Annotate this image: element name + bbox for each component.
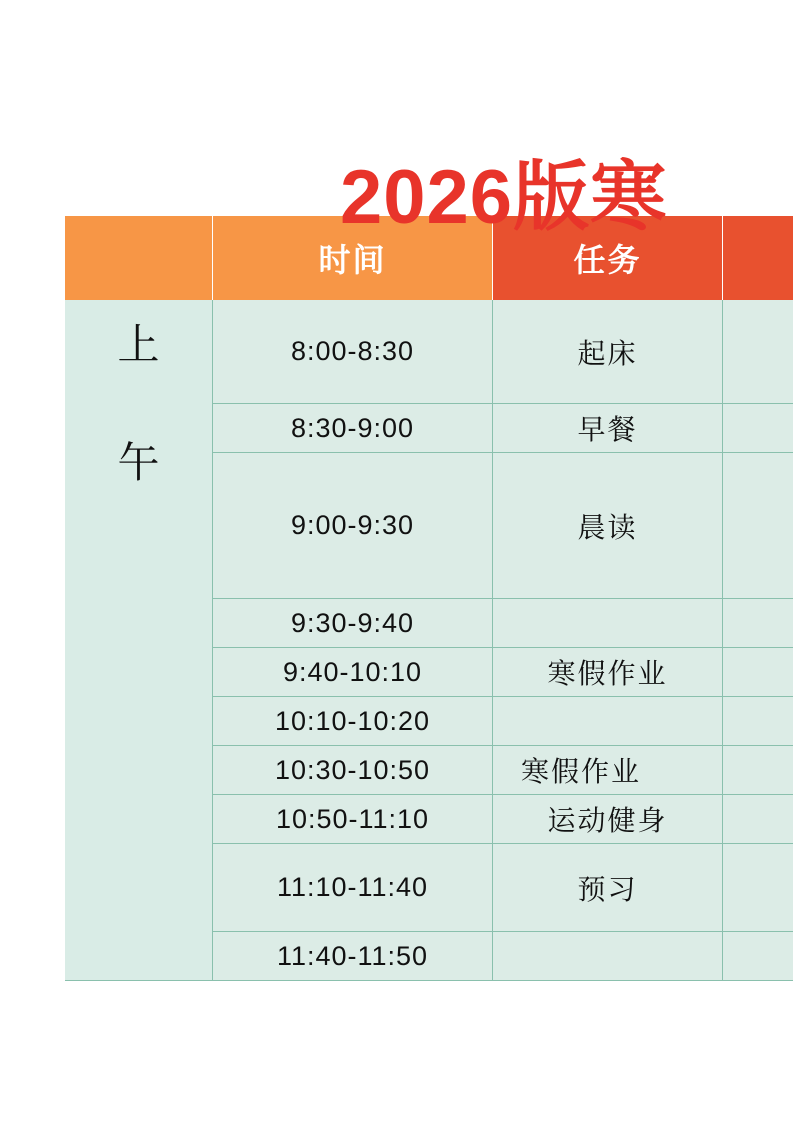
left-margin [0, 0, 65, 1122]
table-row-overflow [723, 599, 793, 648]
header-cell-task: 任务 [493, 216, 723, 300]
time-column [213, 300, 493, 981]
table-row: 预习 [493, 844, 723, 932]
table-row: 9:00-9:30 [213, 453, 493, 599]
table-row: 晨读 [493, 453, 723, 599]
table-row: 11:10-11:40 [213, 844, 493, 932]
table-row: 11:40-11:50 [213, 932, 493, 981]
period-label-line1: 上 [117, 321, 160, 368]
page-title: 2026版寒 [340, 155, 668, 240]
table-row-overflow [723, 648, 793, 697]
table-row-overflow [723, 453, 793, 599]
table-row-overflow [723, 795, 793, 844]
table-row-overflow [723, 697, 793, 746]
table-row: 9:40-10:10 [213, 648, 493, 697]
table-row: 10:10-10:20 [213, 697, 493, 746]
table-row: 起床 [493, 300, 723, 404]
table-row [493, 932, 723, 981]
schedule-sheet [65, 72, 793, 981]
table-row: 8:00-8:30 [213, 300, 493, 404]
title-row [65, 72, 793, 240]
table-body [65, 300, 793, 981]
table-row [493, 697, 723, 746]
header-cell-period [65, 216, 213, 300]
table-row: 10:50-11:10 [213, 795, 493, 844]
period-label-line2: 午 [117, 439, 160, 486]
table-row [493, 599, 723, 648]
table-row-overflow [723, 932, 793, 981]
table-row-overflow [723, 844, 793, 932]
table-row-overflow [723, 404, 793, 453]
table-row: 10:30-10:50 [213, 746, 493, 795]
table-row: 运动健身 [493, 795, 723, 844]
bottom-margin [0, 1005, 793, 1122]
table-row-overflow [723, 300, 793, 404]
header-cell-overflow [723, 216, 793, 300]
header-cell-time: 时间 [213, 216, 493, 300]
table-row-overflow [723, 746, 793, 795]
table-row: 寒假作业 [493, 746, 723, 795]
table-row: 寒假作业 [493, 648, 723, 697]
period-column-morning [65, 300, 213, 981]
table-row: 8:30-9:00 [213, 404, 493, 453]
table-row: 早餐 [493, 404, 723, 453]
task-column [493, 300, 723, 981]
table-row: 9:30-9:40 [213, 599, 493, 648]
overflow-column [723, 300, 793, 981]
top-margin [0, 0, 793, 72]
